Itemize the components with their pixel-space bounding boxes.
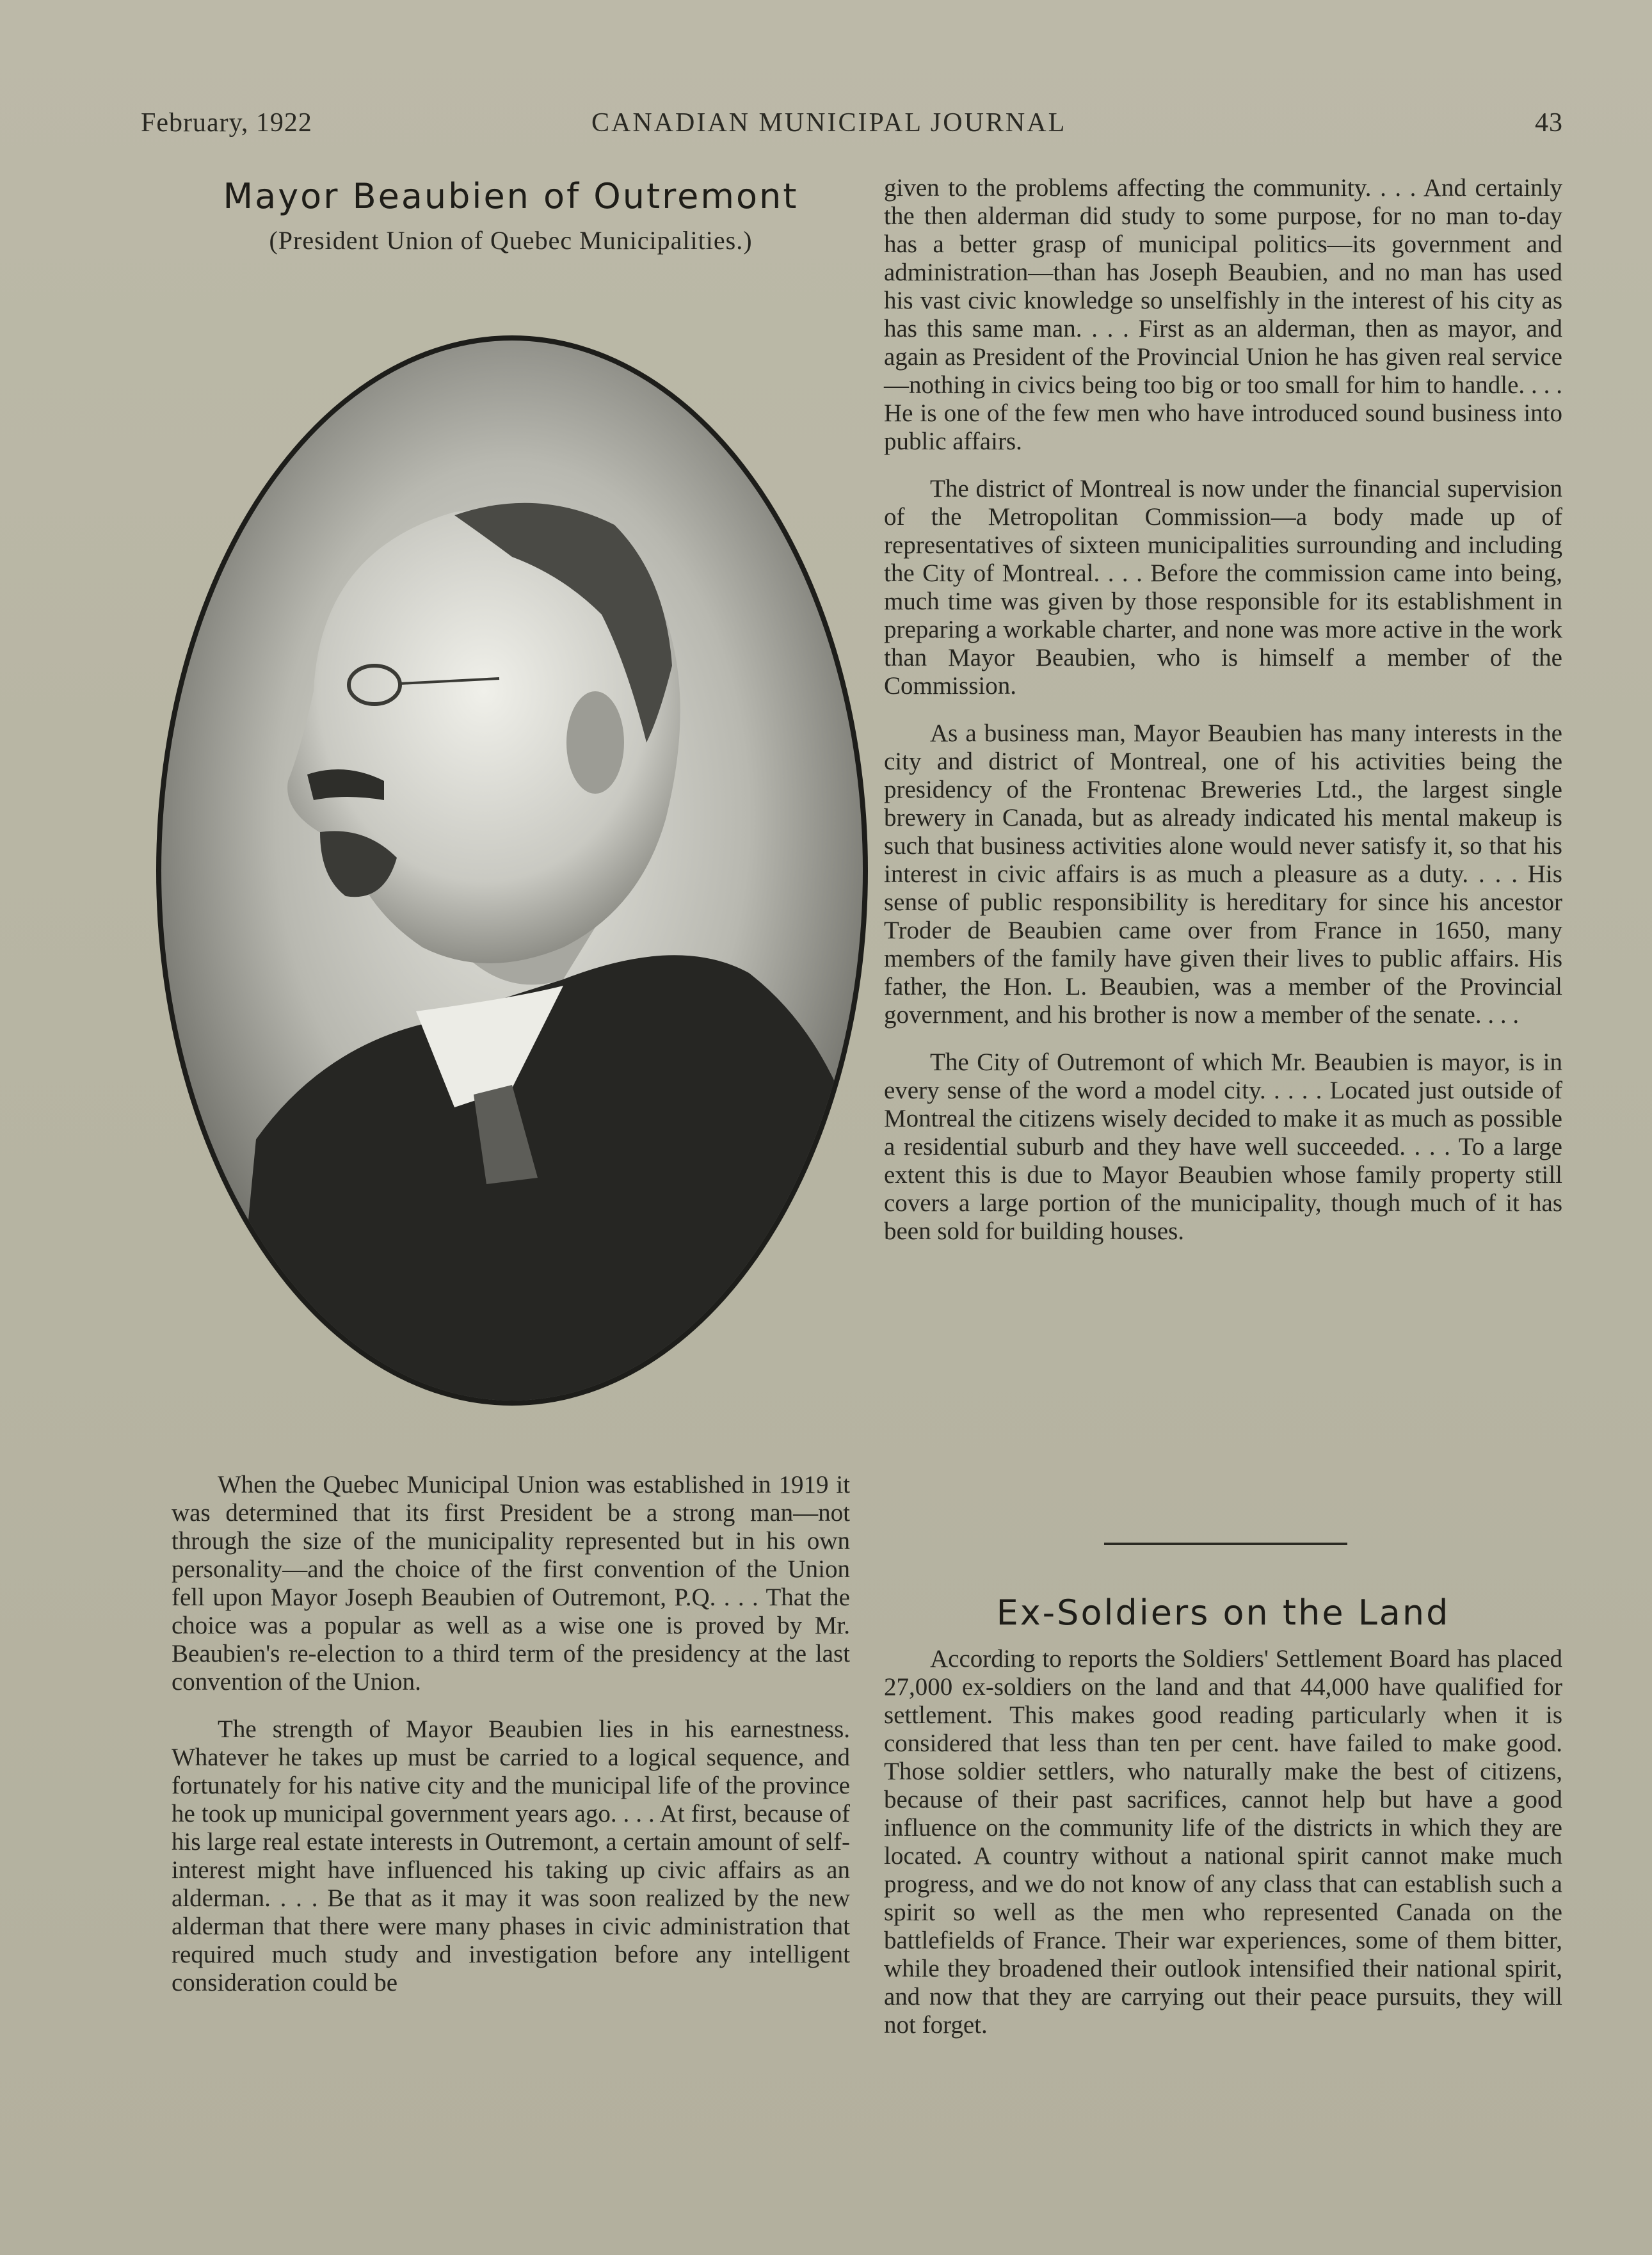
paragraph: The City of Outremont of which Mr. Beaubien is mayor, is in every sense of the word a model city. . . . . Located just outside of Montreal the citizens wisely decided to make it as much as possible a residential suburb and they have well succeeded. . . . To a large extent this is due to Mayor Beaubien whose family property still covers a large portion of the municipality, though much of it has been sold for building houses. — [884, 1048, 1562, 1245]
running-header-journal: CANADIAN MUNICIPAL JOURNAL — [591, 108, 1067, 138]
article-subtitle: (President Union of Quebec Municipalities.) — [269, 226, 753, 255]
page-number: 43 — [1535, 108, 1563, 138]
article-left-column — [172, 1471, 850, 2016]
paragraph: The district of Montreal is now under the financial supervision of the Metropolitan Commission—a body made up of representatives of sixteen municipalities surrounding and including the City of Montreal. . . . Before the commission came into being, much time was given by those responsible for its establishment in preparing a workable charter, and none was more active in the work than Mayor Beaubien, who is himself a member of the Commission. — [884, 475, 1562, 700]
paragraph-continued: given to the problems affecting the community. . . . And certainly the then alderman did study to some purpose, for no man to-day has a better grasp of municipal politics—its government and administration—than has Joseph Beaubien, and no man has used his vast civic knowledge so unselfishly in the interest of his city as has this same man. . . . First as an alderman, then as mayor, and again as President of the Provincial Union he has given real service—nothing in civics being too big or too small for him to handle. . . . He is one of the few men who have introduced sound business into public affairs. — [884, 174, 1562, 455]
section-divider — [1104, 1543, 1347, 1545]
paragraph: The strength of Mayor Beaubien lies in his earnestness. Whatever he takes up must be carried to a logical sequence, and fortunately for his native city and the municipal life of the province he took up municipal government years ago. . . . At first, because of his large real estate interests in Outremont, a certain amount of self-interest might have influenced his taking up civic affairs as an alderman. . . . Be that as it may it was soon realized by the new alderman that there were many phases in civic administration that required much study and investigation before any intelligent consideration could be — [172, 1715, 850, 1996]
paragraph: As a business man, Mayor Beaubien has many interests in the city and district of Montreal, one of his activities being the presidency of the Frontenac Breweries Ltd., the largest single brewery in Canada, but as already indicated his mental makeup is such that business activities alone would never satisfy it, so that his interest in civic affairs is as much a pleasure as a duty. . . . His sense of public responsibility is hereditary for since his ancestor Troder de Beaubien came over from France in 1650, many members of the family have given their lives to public affairs. His father, the Hon. L. Beaubien, was a member of the Provincial government, and his brother is now a member of the senate. . . . — [884, 719, 1562, 1029]
running-header-date: February, 1922 — [141, 108, 312, 138]
ex-soldiers-column — [884, 1645, 1562, 2058]
paragraph: When the Quebec Municipal Union was established in 1919 it was determined that its first President be a strong man—not through the size of the municipality represented but in his own personality—and the choice of the first convention of the Union fell upon Mayor Joseph Beaubien of Outremont, P.Q. . . . That the choice was a popular as well as a wise one is proved by Mr. Beaubien's re-election to a third term of the presidency at the last convention of the Union. — [172, 1471, 850, 1696]
article-right-column — [884, 174, 1562, 1265]
mayor-portrait-photo — [154, 333, 870, 1408]
article-title-ex-soldiers: Ex-Soldiers on the Land — [996, 1593, 1450, 1633]
paragraph: According to reports the Soldiers' Settlement Board has placed 27,000 ex-soldiers on the land and that 44,000 have qualified for settlement. This makes good reading particularly when it is considered that less than ten per cent. have failed to make good. Those soldier settlers, who naturally make the best of citizens, because of their past sacrifices, cannot help but have a good influence on the community life of the districts in which they are located. A country without a national spirit cannot make much progress, and we do not know of any class that can establish such a spirit so well as the men who represented Canada on the battlefields of France. Their war experiences, some of them bitter, while they broadened their outlook intensified their national spirit, and now that they are carrying out their peace pursuits, they will not forget. — [884, 1645, 1562, 2039]
article-title: Mayor Beaubien of Outremont — [223, 176, 799, 216]
